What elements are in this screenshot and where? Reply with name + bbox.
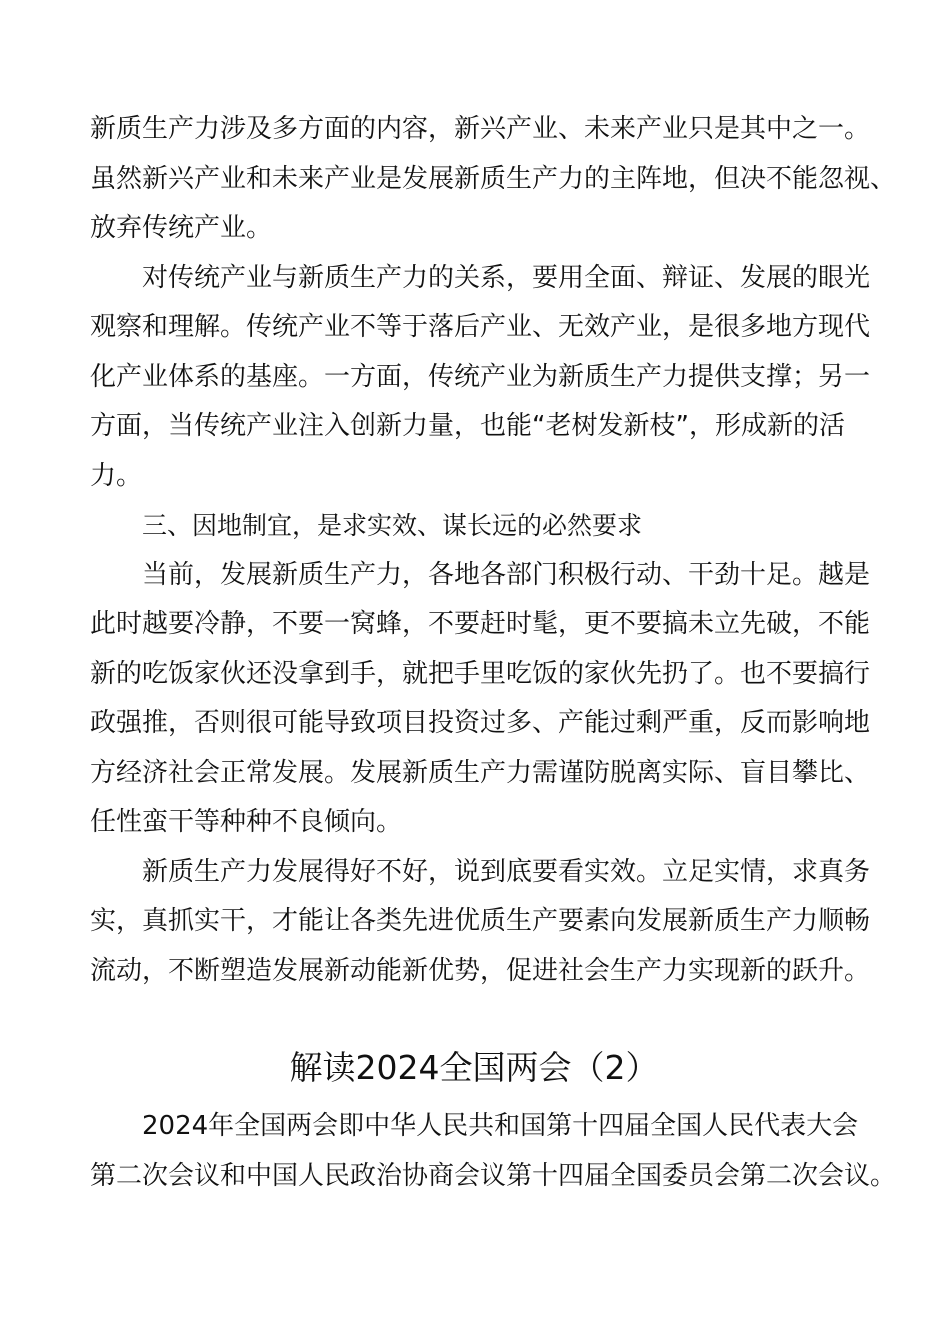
paragraph-line: 观察和理解。传统产业不等于落后产业、无效产业，是很多地方现代 [90,312,871,342]
paragraph-line: 新质生产力发展得好不好，说到底要看实效。立足实情，求真务 [142,856,871,887]
paragraph-line: 政强推，否则很可能导致项目投资过多、产能过剩严重，反而影响地 [90,708,871,738]
paragraph-line: 实，真抓实干，才能让各类先进优质生产要素向发展新质生产力顺畅 [90,906,871,936]
paragraph-line: 第二次会议和中国人民政治协商会议第十四届全国委员会第二次会议。 [90,1160,897,1191]
paragraph-line: 方经济社会正常发展。发展新质生产力需谨防脱离实际、盲目攀比、 [90,757,871,788]
paragraph-line: 力。 [90,460,143,491]
paragraph-line: 2024年全国两会即中华人民共和国第十四届全国人民代表大会 [142,1111,859,1141]
paragraph-line: 此时越要冷静，不要一窝蜂，不要赶时髦，更不要搞未立先破，不能 [90,609,871,639]
document-page [90,105,897,1201]
paragraph-line: 放弃传统产业。 [90,213,273,243]
paragraph-line: 任性蛮干等种种不良倾向。 [90,807,403,837]
section-gap [90,996,870,1040]
paragraph-line: 当前，发展新质生产力，各地各部门积极行动、干劲十足。越是 [142,559,871,590]
paragraph-line: 新质生产力涉及多方面的内容，新兴产业、未来产业只是其中之一。 [90,114,871,144]
section-heading: 三、因地制宜，是求实效、谋长远的必然要求 [142,511,643,540]
paragraph-line: 方面，当传统产业注入创新力量，也能“老树发新枝”，形成新的活 [90,411,845,441]
section-title: 解读2024全国两会（2） [289,1048,659,1087]
paragraph-line: 化产业体系的基座。一方面，传统产业为新质生产力提供支撑；另一 [90,361,871,392]
paragraph-line: 对传统产业与新质生产力的关系，要用全面、辩证、发展的眼光 [142,262,871,293]
paragraph-line: 流动，不断塑造发展新动能新优势，促进社会生产力实现新的跃升。 [90,955,871,986]
paragraph-line: 虽然新兴产业和未来产业是发展新质生产力的主阵地，但决不能忽视、 [90,163,897,194]
paragraph-line: 新的吃饭家伙还没拿到手，就把手里吃饭的家伙先扔了。也不要搞行 [90,658,871,689]
